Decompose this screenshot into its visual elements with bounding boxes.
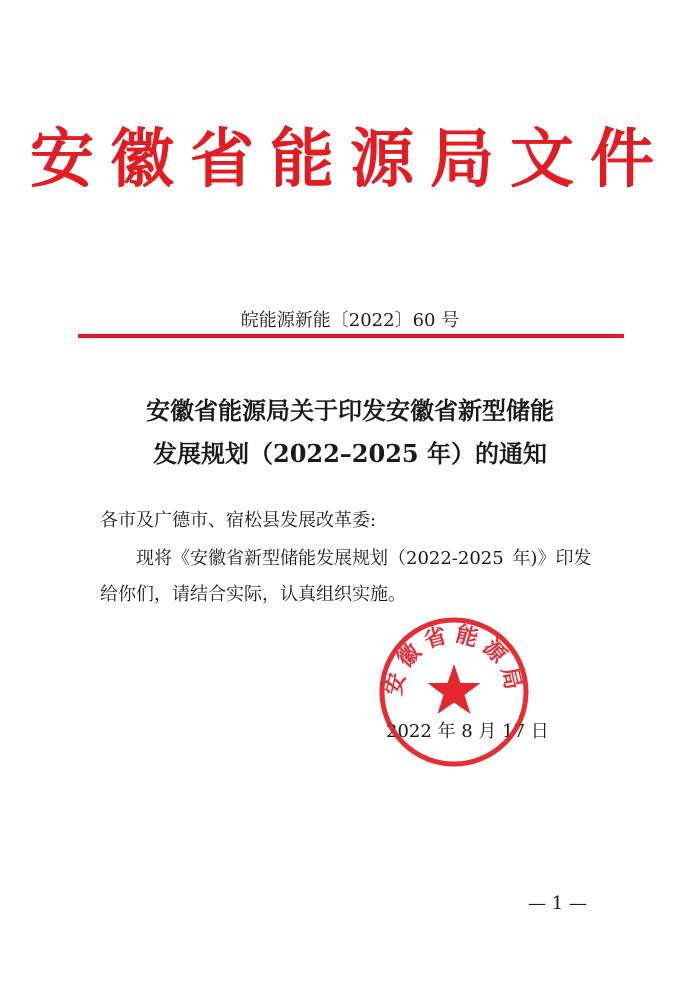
- seal-text: 安徽省能源局: [381, 622, 527, 698]
- body-paragraph-line-2: 给你们，请结合实际，认真组织实施。: [100, 584, 406, 605]
- document-header-title: 安徽省能源局文件: [30, 123, 670, 197]
- header-red-divider: [78, 334, 624, 338]
- notice-title-line-2: 发展规划（2022–2025 年）的通知: [153, 439, 547, 468]
- notice-title-line-1: 安徽省能源局关于印发安徽省新型储能: [146, 396, 554, 425]
- official-seal: [376, 614, 532, 770]
- document-number: 皖能源新能〔2022〕60 号: [240, 310, 460, 331]
- salutation: 各市及广德市、宿松县发展改革委:: [100, 510, 377, 531]
- page-number: — 1 —: [528, 893, 587, 914]
- body-paragraph-line-1: 现将《安徽省新型储能发展规划（2022-2025 年)》印发: [136, 548, 592, 569]
- signature-date: 2022 年 8 月 17 日: [386, 721, 549, 742]
- star-icon: [428, 664, 481, 714]
